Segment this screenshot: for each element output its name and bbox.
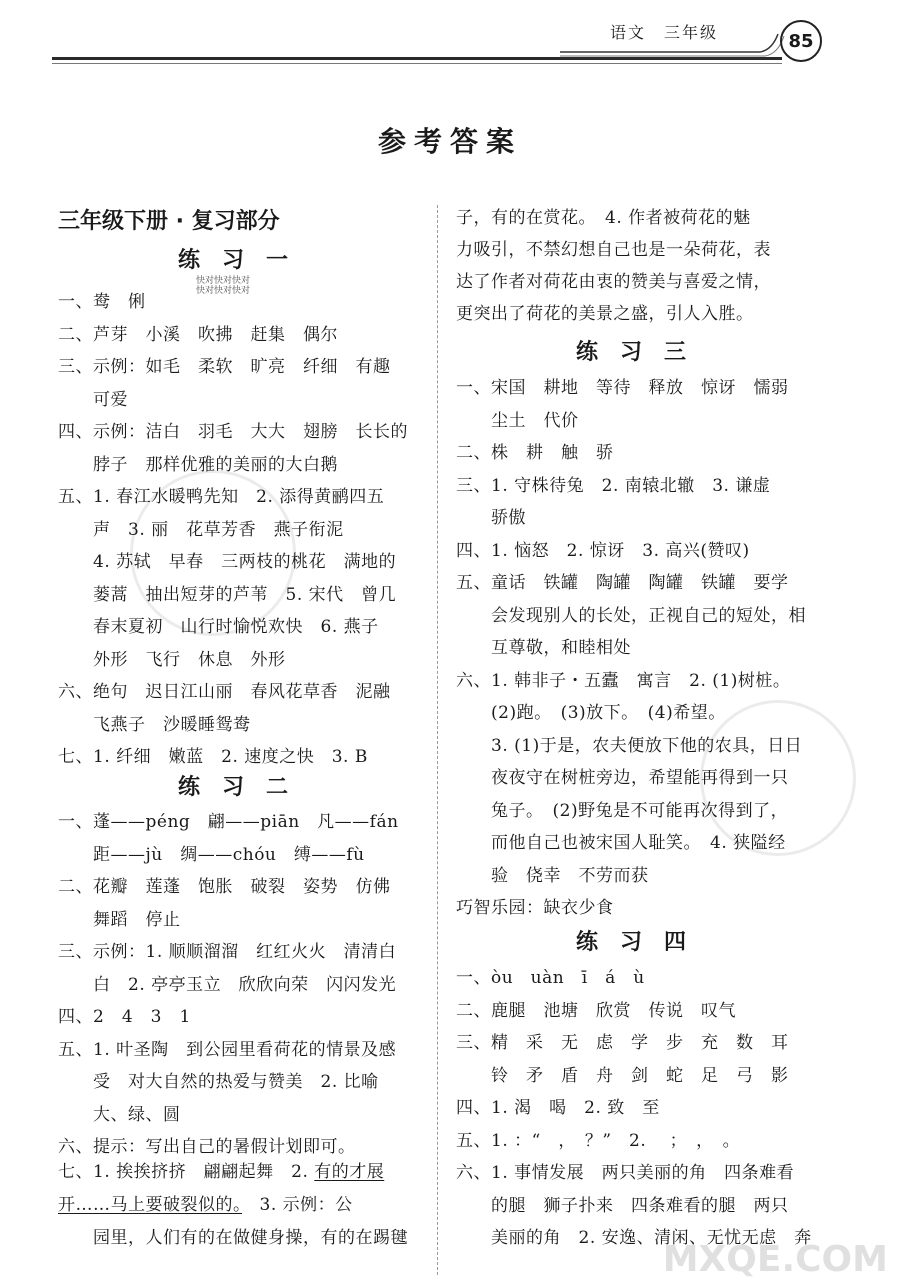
exercise-2-title: 练习二 [177,775,310,800]
answer-line: 五、1. ：“ ， ？” 2. ； ， 。 [456,1130,741,1151]
answer-line: 骄傲 [456,508,526,528]
answer-line: 二、芦芽 小溪 吹拂 赶集 偶尔 [58,324,338,345]
answer-line: 三、1. 守株待兔 2. 南辕北辙 3. 谦虚 [456,475,771,496]
answer-line: 二、花瓣 莲蓬 饱胀 破裂 姿势 仿佛 [58,877,391,897]
page-header [0,0,900,70]
answer-line: 外形 飞行 休息 外形 [58,649,286,670]
answer-line: 七、1. 挨挨挤挤 翩翩起舞 2. 有的才展 [58,1162,385,1182]
answer-line: 六、绝句 迟日江山丽 春风花草香 泥融 [58,682,391,702]
answer-line: 4. 苏轼 早春 三两枝的桃花 满地的 [58,552,397,572]
answer-line: 达了作者对荷花由衷的赞美与喜爱之情， [456,272,771,292]
header-rule-thin [52,63,782,64]
answer-line: 的腿 狮子扑来 四条难看的腿 两只 [456,1195,789,1216]
answer-line: 大、绿、圆 [58,1104,181,1125]
answer-line: 美丽的角 2. 安逸、清闲、无忧无虑 奔 [456,1228,812,1248]
section-heading: 三年级下册 · 复习部分 [58,209,280,234]
answer-line: 验 侥幸 不劳而获 [456,865,649,886]
answer-line: 夜夜守在树桩旁边，希望能再得到一只 [456,768,789,788]
answer-line: 三、示例：1. 顺顺溜溜 红红火火 清清白 [58,942,397,962]
answer-line: 白 2. 亭亭玉立 欣欣向荣 闪闪发光 [58,974,397,995]
answer-line: 巧智乐园：缺衣少食 [456,898,614,918]
answer-line: 3. (1)于是，农夫便放下他的农具，日日 [456,735,803,756]
answer-line: 三、示例：如毛 柔软 旷亮 纤细 有趣 [58,357,391,377]
answer-line: 六、提示：写出自己的暑假计划即可。 [58,1137,356,1157]
answer-line: 蒌蒿 抽出短芽的芦苇 5. 宋代 曾几 [58,584,397,605]
answer-line: 六、1. 韩非子・五蠹 寓言 2. (1)树桩。 [456,670,791,691]
answer-line: 兔子。 (2)野兔是不可能再次得到了， [456,800,789,821]
page-title: 参考答案 [377,125,522,158]
answer-line: 一、òu uàn ī á ù [456,968,645,988]
answer-line: 五、童话 铁罐 陶罐 陶罐 铁罐 要学 [456,573,789,593]
answer-line: 飞燕子 沙暖睡鸳鸯 [58,714,251,735]
answer-line: 铃 矛 盾 舟 剑 蛇 足 弓 影 [456,1065,789,1086]
exercise-1-title: 练习一 [177,248,310,273]
answer-line: 舞蹈 停止 [58,909,181,930]
page-number: 85 [780,20,822,62]
answer-line: 开……马上要破裂似的。 3. 示例：公 [58,1195,353,1215]
answer-line: 六、1. 事情发展 两只美丽的角 四条难看 [456,1163,795,1183]
answer-line: 四、示例：洁白 羽毛 大大 翅膀 长长的 [58,422,408,442]
tiny-watermark-text: 快对快对快对 快对快对快对 [196,276,251,296]
running-title: 语文 三年级 [610,23,719,42]
answer-line: 一、宋国 耕地 等待 释放 惊讶 懦弱 [456,378,789,398]
answer-line: 园里，人们有的在做健身操，有的在踢毽 [58,1228,408,1248]
answer-line: 春末夏初 山行时愉悦欢快 6. 燕子 [58,617,379,637]
answer-line: 二、鹿腿 池塘 欣赏 传说 叹气 [456,1000,736,1021]
answer-line: 声 3. 丽 花草芳香 燕子衔泥 [58,519,344,540]
answer-line: 脖子 那样优雅的美丽的大白鹅 [58,454,338,475]
answer-line: 可爱 [58,389,128,410]
answer-line: 更突出了荷花的美景之盛，引人入胜。 [456,304,754,324]
answer-line: 一、鸯 俐 [58,292,146,312]
answer-line: 受 对大自然的热爱与赞美 2. 比喻 [58,1072,379,1092]
exercise-3-title: 练习三 [575,340,708,365]
header-rule [52,57,782,60]
answer-line: 五、1. 叶圣陶 到公园里看荷花的情景及感 [58,1039,397,1060]
answer-line: 会发现别人的长处，正视自己的短处，相 [456,605,806,626]
answer-line: 互尊敬，和睦相处 [456,638,631,658]
answer-line: 四、1. 恼怒 2. 惊讶 3. 高兴(赞叹) [456,540,750,561]
answer-line: 四、1. 渴 喝 2. 致 至 [456,1098,660,1118]
answer-line: 尘土 代价 [456,410,579,431]
column-divider [437,205,438,1275]
answer-line: 距——jù 绸——chóu 缚——fù [58,844,365,865]
answer-line: (2)跑。 (3)放下。 (4)希望。 [456,703,726,723]
answer-line: 而他自己也被宋国人耻笑。 4. 狭隘经 [456,833,786,853]
answer-line: 力吸引，不禁幻想自己也是一朵荷花，表 [456,240,771,260]
answer-line: 二、株 耕 触 骄 [456,443,614,463]
answer-line: 五、1. 春江水暖鸭先知 2. 添得黄鹂四五 [58,487,385,507]
answer-line: 一、蓬——péng 翩——piān 凡——fán [58,812,399,832]
answer-line: 四、2 4 3 1 [58,1007,191,1027]
exercise-4-title: 练习四 [575,930,708,955]
site-watermark: MXQE.COM [662,1239,888,1280]
answer-line: 子，有的在赏花。 4. 作者被荷花的魅 [456,208,751,228]
answer-line: 三、精 采 无 虑 学 步 充 数 耳 [456,1033,789,1053]
answer-line: 七、1. 纤细 嫩蓝 2. 速度之快 3. B [58,747,368,767]
